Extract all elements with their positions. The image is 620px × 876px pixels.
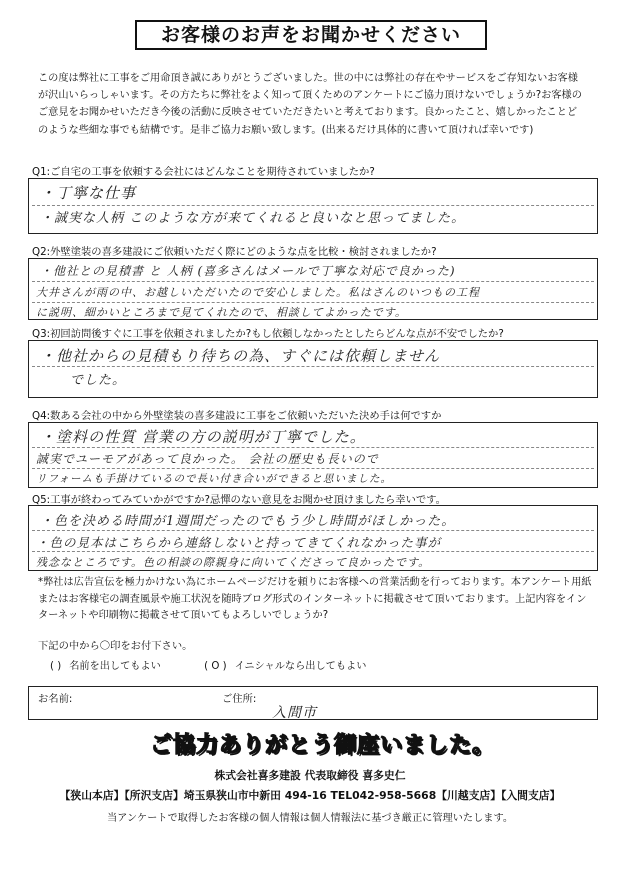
answer-line <box>32 205 594 206</box>
question-3: Q3:初回訪問後すぐに工事を依頼されましたか?もし依頼しなかったとしたらどんな点が不安でしたか? <box>32 328 504 340</box>
question-2: Q2:外壁塗装の喜多建設にご依頼いただく際にどのような点を比較・検討されましたか? <box>32 246 437 258</box>
answer-line <box>32 302 594 303</box>
answer-line <box>32 447 594 448</box>
answer-line <box>32 366 594 367</box>
option-mark[interactable]: ( O ) <box>204 661 227 672</box>
privacy-note: 当アンケートで取得したお客様の個人情報は個人情報法に基づき厳正に管理いたします。 <box>106 813 514 824</box>
handwritten-answer: ・誠実な人柄 このような方が来てくれると良いなと思ってました。 <box>40 211 466 226</box>
option-label: 名前を出してもよい <box>69 661 161 672</box>
survey-title: お客様のお声をお聞かせください <box>135 20 487 50</box>
handwritten-answer: 残念なところです。色の相談の際親身に向いてくださって良かったです。 <box>36 556 431 569</box>
name-label: お名前: <box>38 693 73 705</box>
handwritten-answer: ・色を決める時間が1週間だったのでもう少し時間がほしかった。 <box>40 514 456 529</box>
intro-text: この度は弊社に工事をご用命頂き誠にありがとうございました。世の中には弊社の存在やサービスをご存知ないお客様が沢山いらっしゃいます。その方たちに弊社をよく知って頂くためのアンケートにご協力頂けないでしょうか?お客様のご意見をお聞かせいただき今後の活動に反映させていただきたいと考えております。良かったこと、嬉しかったことどのような些細な事でも結構です。是非ご協力お願い致します。(出来るだけ具体的に書いて頂ければ幸いです) <box>38 73 582 136</box>
question-5: Q5:工事が終わってみていかがですか?忌憚のない意見をお聞かせ頂けましたら幸いです。 <box>32 494 446 506</box>
handwritten-answer: ・他社からの見積もり待ちの為、すぐには依頼しません <box>40 347 441 365</box>
handwritten-answer: に説明、細かいところまで見てくれたので、相談してよかったです。 <box>36 306 407 319</box>
address-value: 入間市 <box>272 705 317 721</box>
publication-notice: *弊社は広告宣伝を極力かけない為にホームページだけを頼りにお客様への営業活動を行っております。本アンケート用紙またはお客様宅の調査風景や施工状況を随時ブログ形式のインターネットに掲載させて頂いております。上記内容をインターネットや印刷物に掲載させて頂いてもよろしいでしょうか? <box>38 577 592 621</box>
branch-info: 【狭山本店】【所沢支店】埼玉県狭山市中新田 494-16 TEL042-958-5668【川越支店】【入間支店】 <box>59 789 561 802</box>
option-mark[interactable]: ( ) <box>50 661 62 672</box>
thanks-message: ご協力ありがとう御座いました。 <box>150 733 496 758</box>
handwritten-answer: ・他社との見積書 と 人柄 (喜多さんはメールで丁寧な対応で良かった) <box>40 264 456 278</box>
choose-instruction: 下記の中から〇印をお付下さい。 <box>38 640 193 652</box>
handwritten-answer: リフォームも手掛けているので長い付き合いができると思いました。 <box>36 473 392 485</box>
handwritten-answer: ・丁寧な仕事 <box>40 184 137 202</box>
question-4: Q4:数ある会社の中から外壁塗装の喜多建設に工事をご依頼いただいた決め手は何ですか <box>32 410 442 422</box>
handwritten-answer: ・塗料の性質 営業の方の説明が丁寧でした。 <box>40 428 366 446</box>
question-1: Q1:ご自宅の工事を依頼する会社にはどんなことを期待されていましたか? <box>32 166 375 178</box>
consent-options <box>50 657 374 672</box>
answer-line <box>32 468 594 469</box>
option-label: イニシャルなら出してもよい <box>234 661 367 672</box>
handwritten-answer: でした。 <box>70 373 127 388</box>
handwritten-answer: 大井さんが雨の中、お越しいただいたので安心しました。私はさんのいつもの工程 <box>36 286 480 299</box>
answer-line <box>32 530 594 531</box>
handwritten-answer: ・色の見本はこちらから連絡しないと持ってきてくれなかった事が <box>36 535 442 550</box>
address-label: ご住所: <box>222 693 257 705</box>
handwritten-answer: 誠実でユーモアがあって良かった。 会社の歴史も長いので <box>36 452 379 466</box>
answer-line <box>32 281 594 282</box>
company-name: 株式会社喜多建設 代表取締役 喜多史仁 <box>214 769 406 782</box>
answer-line <box>32 551 594 552</box>
